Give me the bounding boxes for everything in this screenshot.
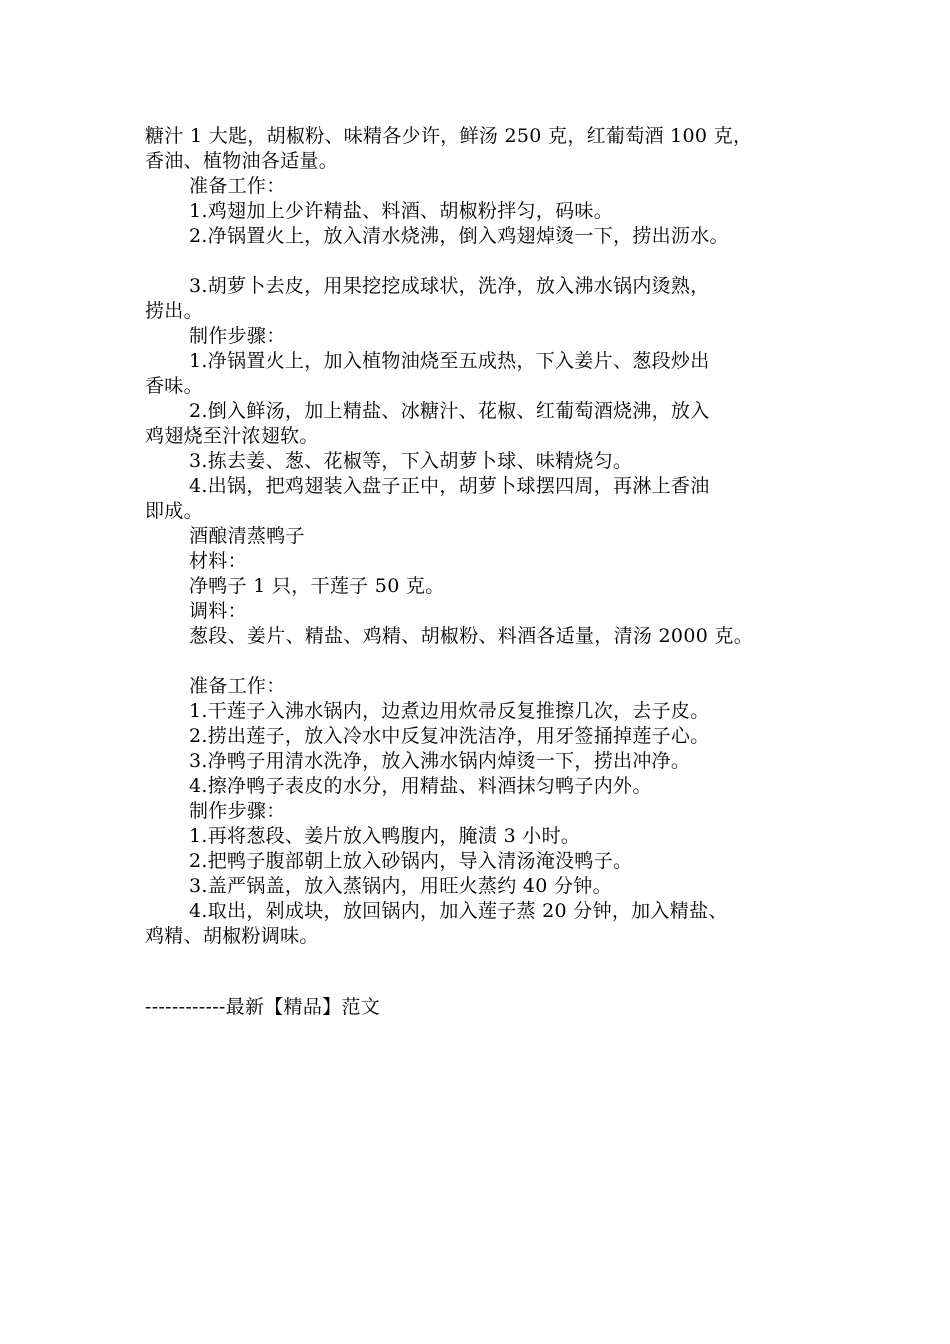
text-line: 香味。 [145, 375, 203, 397]
text-line: 1.干莲子入沸水锅内，边煮边用炊帚反复推擦几次，去子皮。 [189, 700, 710, 722]
document-body [145, 124, 825, 949]
blank-line [145, 249, 825, 274]
text-line: 2.把鸭子腹部朝上放入砂锅内，导入清汤淹没鸭子。 [189, 850, 633, 872]
text-line: 制作步骤： [189, 800, 286, 822]
text-line: 2.净锅置火上，放入清水烧沸，倒入鸡翅焯烫一下，捞出沥水。 [189, 225, 729, 247]
text-line: 1.净锅置火上，加入植物油烧至五成热，下入姜片、葱段炒出 [189, 350, 710, 372]
text-line: 鸡翅烧至汁浓翅软。 [145, 425, 319, 447]
text-line: 3.胡萝卜去皮，用果挖挖成球状，洗净，放入沸水锅内烫熟， [189, 275, 710, 297]
text-line: 4.出锅，把鸡翅装入盘子正中，胡萝卜球摆四周，再淋上香油 [189, 475, 710, 497]
text-line: 即成。 [145, 500, 203, 522]
text-line: 3.拣去姜、葱、花椒等，下入胡萝卜球、味精烧匀。 [189, 450, 633, 472]
text-line: 捞出。 [145, 300, 203, 322]
text-line: 准备工作： [189, 675, 286, 697]
text-line: 鸡精、胡椒粉调味。 [145, 925, 319, 947]
text-line: 3.盖严锅盖，放入蒸锅内，用旺火蒸约 40 分钟。 [189, 875, 612, 897]
text-line: 2.倒入鲜汤，加上精盐、冰糖汁、花椒、红葡萄酒烧沸，放入 [189, 400, 710, 422]
text-line: 葱段、姜片、精盐、鸡精、胡椒粉、料酒各适量，清汤 2000 克。 [189, 625, 754, 647]
text-line: 准备工作： [189, 175, 286, 197]
text-line: 调料： [189, 600, 247, 622]
text-line: 2.捞出莲子，放入冷水中反复冲洗洁净，用牙签捅掉莲子心。 [189, 725, 710, 747]
text-line: 制作步骤： [189, 325, 286, 347]
text-line: 酒酿清蒸鸭子 [189, 525, 305, 547]
text-line: 1.鸡翅加上少许精盐、料酒、胡椒粉拌匀，码味。 [189, 200, 614, 222]
text-line: 1.再将葱段、姜片放入鸭腹内，腌渍 3 小时。 [189, 825, 581, 847]
text-line: 3.净鸭子用清水洗净，放入沸水锅内焯烫一下，捞出冲净。 [189, 750, 691, 772]
footer-text: ------------最新【精品】范文 [145, 996, 381, 1018]
text-line: 4.擦净鸭子表皮的水分，用精盐、料酒抹匀鸭子内外。 [189, 775, 652, 797]
text-line: 材料： [189, 550, 247, 572]
text-line: 香油、植物油各适量。 [145, 150, 339, 172]
text-line: 4.取出，剁成块，放回锅内，加入莲子蒸 20 分钟，加入精盐、 [189, 900, 728, 922]
blank-line [145, 649, 825, 674]
text-line: 糖汁 1 大匙，胡椒粉、味精各少许，鲜汤 250 克，红葡萄酒 100 克， [145, 125, 753, 147]
text-line: 净鸭子 1 只，干莲子 50 克。 [189, 575, 445, 597]
